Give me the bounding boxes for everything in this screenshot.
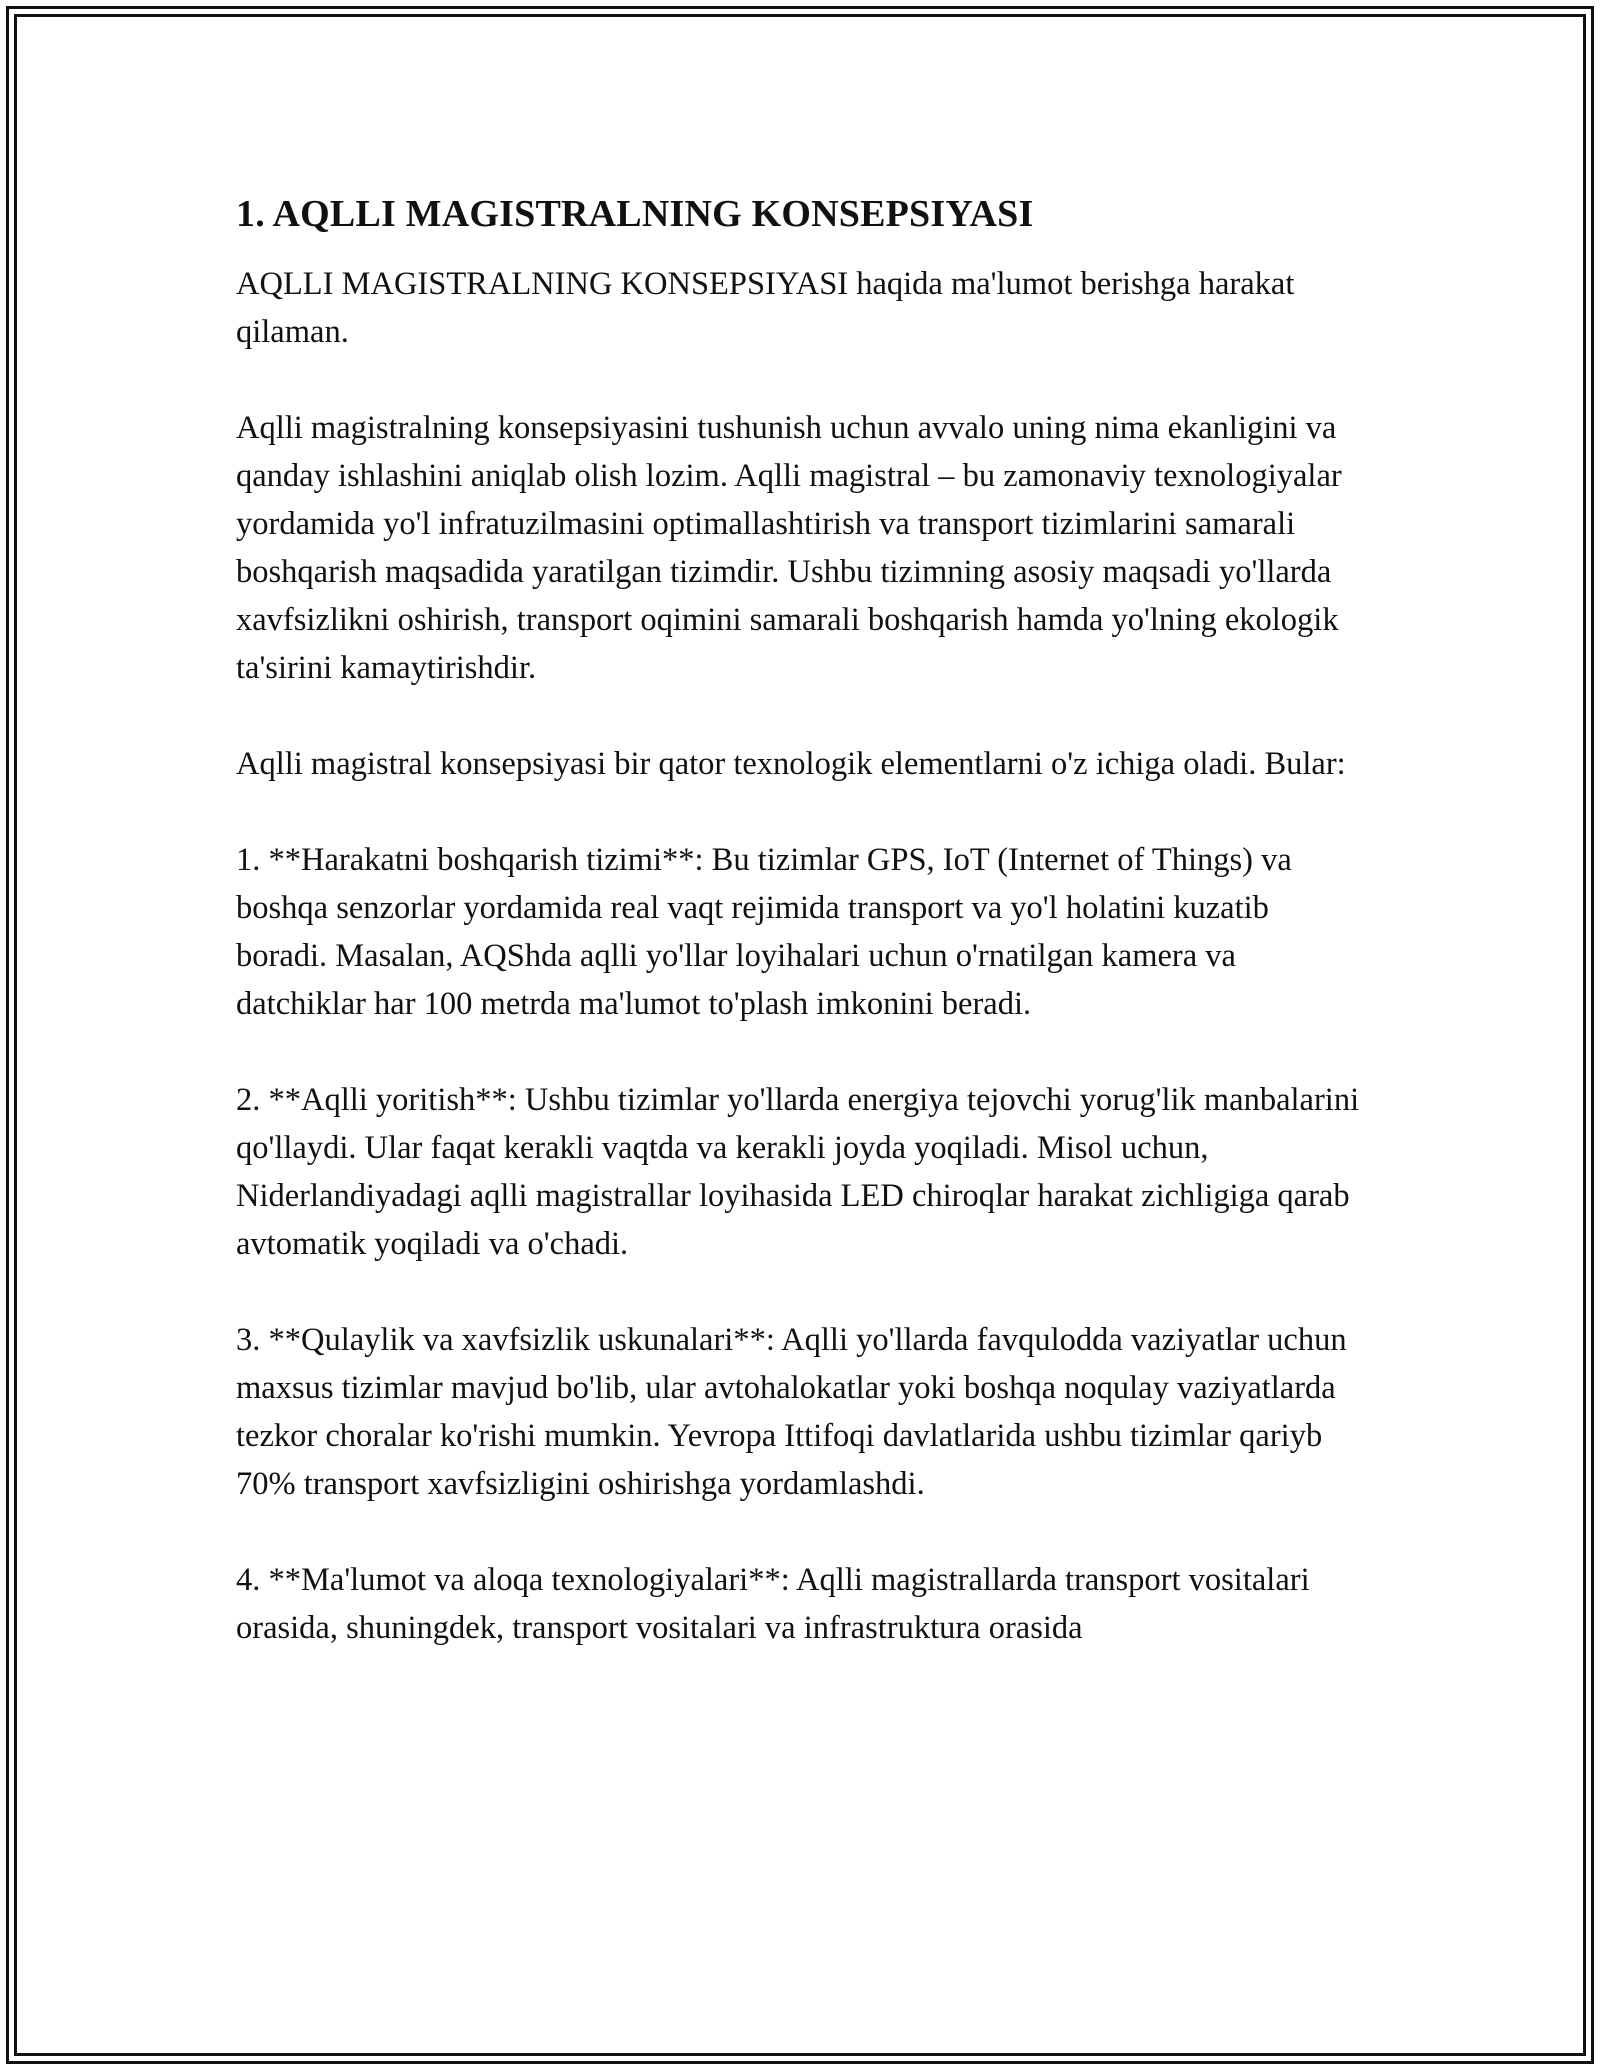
document-body: [236, 186, 1366, 1700]
paragraph-item-4: 4. **Ma'lumot va aloqa texnologiyalari**: Aqlli magistrallarda transport vositalari orasida, shuningdek, transport vositalari va infrastruktura orasida: [236, 1562, 1310, 1646]
paragraph-item-3: 3. **Qulaylik va xavfsizlik uskunalari**: Aqlli yo'llarda favqulodda vaziyatlar uchun maxsus tizimlar mavjud bo'lib, ular avtohalokatlar yoki boshqa noqulay vaziyatlarda tezkor choralar ko'rishi mumkin. Yevropa Ittifoqi davlatlarida ushbu tizimlar qariyb 70% transport xavfsizligini oshirishga yordamlashdi.: [236, 1322, 1347, 1502]
paragraph-item-1: 1. **Harakatni boshqarish tizimi**: Bu tizimlar GPS, IoT (Internet of Things) va boshqa senzorlar yordamida real vaqt rejimida transport va yo'l holatini kuzatib boradi. Masalan, AQShda aqlli yo'llar loyihalari uchun o'rnatilgan kamera va datchiklar har 100 metrda ma'lumot to'plash imkonini beradi.: [236, 842, 1292, 1022]
paragraph-definition: Aqlli magistralning konsepsiyasini tushunish uchun avvalo uning nima ekanligini va qanday ishlashini aniqlab olish lozim. Aqlli magistral – bu zamonaviy texnologiyalar yordamida yo'l infratuzilmasini optimallashtirish va transport tizimlarini samarali boshqarish maqsadida yaratilgan tizimdir. Ushbu tizimning asosiy maqsadi yo'llarda xavfsizlikni oshirish, transport oqimini samarali boshqarish hamda yo'lning ekologik ta'sirini kamaytirishdir.: [236, 410, 1342, 686]
section-heading: 1. AQLLI MAGISTRALNING KONSEPSIYASI: [236, 193, 1034, 235]
paragraph-item-2: 2. **Aqlli yoritish**: Ushbu tizimlar yo'llarda energiya tejovchi yorug'lik manbalarini qo'llaydi. Ular faqat kerakli vaqtda va kerakli joyda yoqiladi. Misol uchun, Niderlandiyadagi aqlli magistrallar loyihasida LED chiroqlar harakat zichligiga qarab avtomatik yoqiladi va o'chadi.: [236, 1082, 1360, 1262]
paragraph-elements-intro: Aqlli magistral konsepsiyasi bir qator texnologik elementlarni o'z ichiga oladi. Bular:: [236, 746, 1346, 782]
paragraph-intro: AQLLI MAGISTRALNING KONSEPSIYASI haqida ma'lumot berishga harakat qilaman.: [236, 266, 1295, 350]
